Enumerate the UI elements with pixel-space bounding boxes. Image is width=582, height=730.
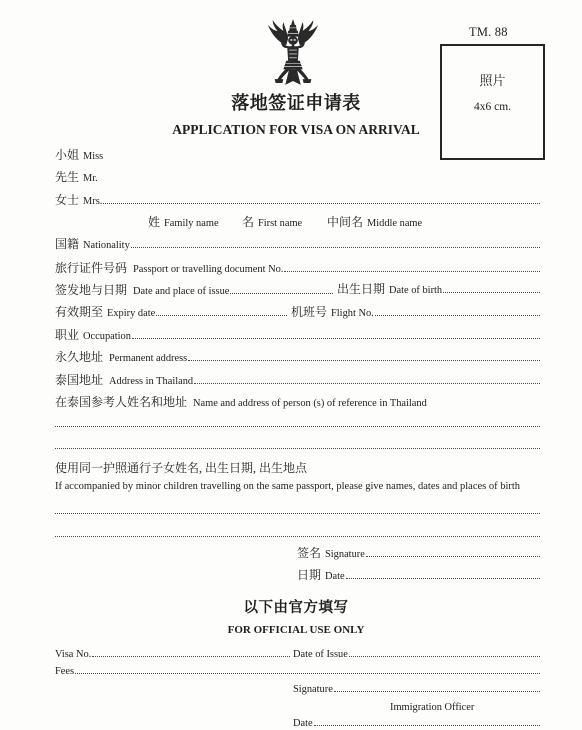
children-heading-en <box>55 479 520 495</box>
name-part-middle <box>327 214 422 230</box>
garuda-emblem-icon <box>264 19 322 87</box>
date-of-issue-label: Date of Issue <box>293 649 348 660</box>
fees-field[interactable] <box>75 673 540 674</box>
issue-label-en: Date and place of issue <box>133 286 230 297</box>
applicant-date-row <box>297 567 540 583</box>
fees-label: Fees <box>55 666 75 677</box>
date-of-issue-row <box>293 647 540 663</box>
flight-label-zh: 机班号 <box>291 305 328 319</box>
flight-field[interactable] <box>375 315 540 316</box>
flight-row <box>291 304 540 320</box>
expiry-label-zh: 有效期至 <box>55 305 104 319</box>
nationality-row <box>55 236 540 252</box>
reference-row <box>55 394 427 410</box>
officer-signature-field[interactable] <box>334 691 540 692</box>
name-part-first-en: First name <box>258 218 303 229</box>
passport-label-zh: 旅行证件号码 <box>55 261 128 275</box>
fees-row <box>55 664 540 680</box>
applicant-signature-field[interactable] <box>366 556 540 557</box>
nationality-field[interactable] <box>131 247 540 248</box>
salutation-miss-zh: 小姐 <box>55 148 80 162</box>
expiry-label-en: Expiry date <box>107 308 156 319</box>
occupation-row <box>55 327 540 343</box>
visa-no-row <box>55 647 290 663</box>
children-label-en: If accompanied by minor children travelling on the same passport, please give names, dates and places of birth <box>55 481 521 492</box>
birth-label-zh: 出生日期 <box>337 282 386 296</box>
officer-signature-row <box>293 682 540 698</box>
name-field[interactable] <box>103 203 540 204</box>
thai-address-label-zh: 泰国地址 <box>55 373 104 387</box>
officer-date-row <box>293 719 540 729</box>
salutation-mrs <box>55 192 540 208</box>
salutation-mrs-en: Mrs. <box>83 196 103 207</box>
flight-label-en: Flight No. <box>331 308 374 319</box>
nationality-label-zh: 国籍 <box>55 237 80 251</box>
expiry-row <box>55 304 287 320</box>
salutation-miss <box>55 147 103 163</box>
issue-row <box>55 282 333 298</box>
children-label-zh: 使用同一护照通行子女姓名, 出生日期, 出生地点 <box>55 461 308 475</box>
passport-row <box>55 260 540 276</box>
passport-field[interactable] <box>284 271 540 272</box>
reference-field-line-1[interactable] <box>55 426 540 427</box>
name-part-first-zh: 名 <box>242 215 255 229</box>
name-part-middle-en: Middle name <box>367 218 423 229</box>
salutation-miss-en: Miss <box>83 151 104 162</box>
occupation-label-en: Occupation <box>83 331 131 342</box>
officer-date-label: Date <box>293 718 313 729</box>
officer-signature-label: Signature <box>293 684 333 695</box>
date-of-issue-field[interactable] <box>349 656 540 657</box>
birth-field[interactable] <box>443 292 540 293</box>
issue-label-zh: 签发地与日期 <box>55 283 128 297</box>
thai-address-field[interactable] <box>194 383 540 384</box>
children-field-line-2[interactable] <box>55 536 540 537</box>
name-part-first <box>242 214 302 230</box>
salutation-mrs-zh: 女士 <box>55 193 80 207</box>
name-part-middle-zh: 中间名 <box>327 215 364 229</box>
applicant-signature-row <box>297 545 540 561</box>
birth-label-en: Date of birth <box>389 285 443 296</box>
official-title-chinese: 以下由官方填写 <box>243 600 349 616</box>
immigration-officer-label: Immigration Officer <box>390 702 475 713</box>
officer-date-field[interactable] <box>314 725 540 726</box>
expiry-field[interactable] <box>156 315 287 316</box>
reference-label-en: Name and address of person (s) of reference in Thailand <box>193 398 427 409</box>
applicant-date-field[interactable] <box>346 578 540 579</box>
photo-size: 4x6 cm. <box>473 101 512 113</box>
salutation-mr <box>55 169 98 185</box>
applicant-date-label-zh: 日期 <box>297 568 322 582</box>
applicant-signature-label-zh: 签名 <box>297 546 322 560</box>
birth-row <box>337 281 540 297</box>
applicant-date-label-en: Date <box>325 571 345 582</box>
permanent-address-label-zh: 永久地址 <box>55 350 104 364</box>
visa-no-field[interactable] <box>92 656 290 657</box>
permanent-address-field[interactable] <box>188 360 540 361</box>
form-title-english: APPLICATION FOR VISA ON ARRIVAL <box>172 122 420 137</box>
immigration-officer-row <box>390 700 474 716</box>
form-code: TM. 88 <box>469 25 508 39</box>
photo-label: 照片 <box>479 73 506 88</box>
reference-label-zh: 在泰国参考人姓名和地址 <box>55 395 188 409</box>
occupation-label-zh: 职业 <box>55 328 80 342</box>
thai-address-row <box>55 372 540 388</box>
issue-field[interactable] <box>230 293 333 294</box>
permanent-address-row <box>55 349 540 365</box>
visa-no-label: Visa No. <box>55 649 92 660</box>
salutation-mr-zh: 先生 <box>55 170 80 184</box>
occupation-field[interactable] <box>132 338 540 339</box>
nationality-label-en: Nationality <box>83 240 130 251</box>
permanent-address-label-en: Permanent address <box>109 353 188 364</box>
children-heading-zh <box>55 460 311 476</box>
name-part-family-en: Family name <box>164 218 219 229</box>
children-field-line-1[interactable] <box>55 513 540 514</box>
passport-label-en: Passport or travelling document No. <box>133 264 284 275</box>
official-title-english: FOR OFFICIAL USE ONLY <box>227 624 365 636</box>
name-part-family-zh: 姓 <box>148 215 161 229</box>
applicant-signature-label-en: Signature <box>325 549 365 560</box>
thai-address-label-en: Address in Thailand <box>109 376 194 387</box>
salutation-mr-en: Mr. <box>83 173 98 184</box>
form-title-chinese: 落地签证申请表 <box>231 93 361 113</box>
name-part-family <box>148 214 219 230</box>
reference-field-line-2[interactable] <box>55 448 540 449</box>
